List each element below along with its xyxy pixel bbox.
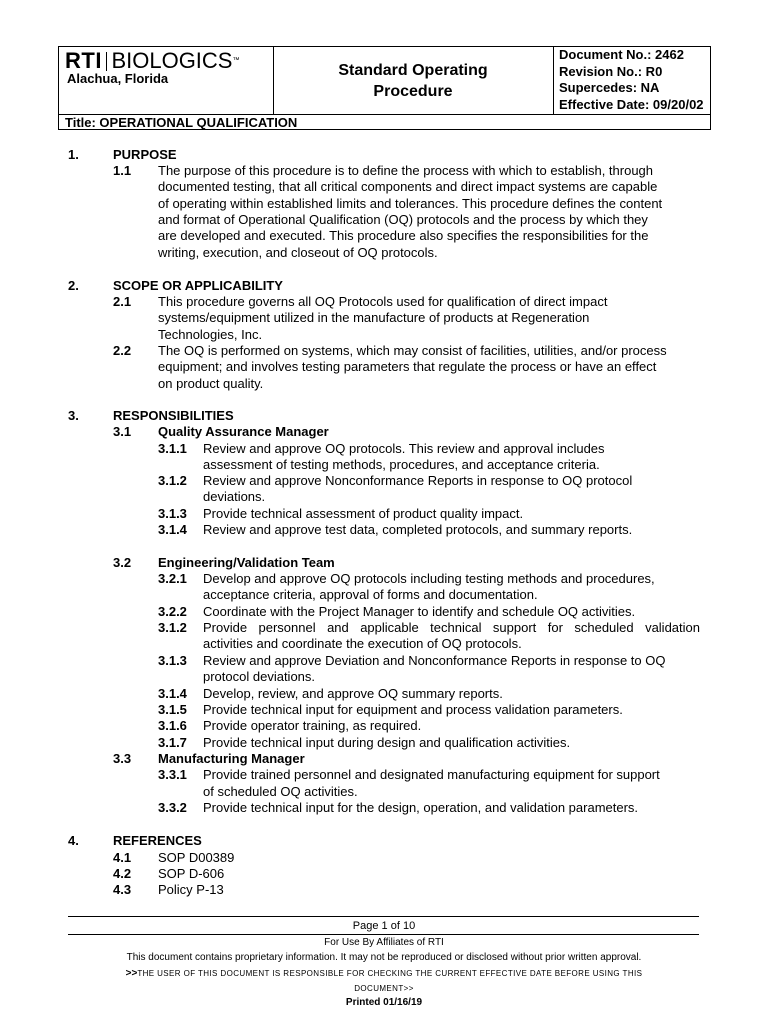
item-line: Review and approve Deviation and Nonconformance Reports in response to OQ	[203, 653, 666, 668]
item-line: Provide technical input for the design, operation, and validation parameters.	[203, 800, 639, 815]
subsection-number: 3.2	[113, 555, 132, 570]
item-line: protocol deviations.	[203, 669, 316, 684]
company-logo: RTI BIOLOGICS™	[65, 48, 240, 73]
footer-warning-line-1: >>THE USER OF THIS DOCUMENT IS RESPONSIBLE FOR CHECKING THE CURRENT EFFECTIVE DATE BEFORE USING THIS	[125, 968, 643, 979]
footer-rule-bottom	[68, 934, 699, 935]
item-number: 3.1.5	[158, 702, 187, 717]
item-line: assessment of testing methods, procedures, and acceptance criteria.	[203, 457, 600, 472]
document-number: Document No.: 2462	[559, 47, 684, 62]
item-line: Review and approve test data, completed protocols, and summary reports.	[203, 522, 633, 537]
document-title: Title: OPERATIONAL QUALIFICATION	[65, 115, 298, 130]
section-number: 4.	[68, 833, 79, 848]
item-number: 3.1.2	[158, 620, 187, 635]
item-number: 3.1.7	[158, 735, 187, 750]
item-line: of scheduled OQ activities.	[203, 784, 358, 799]
reference-number: 4.3	[113, 882, 132, 897]
paragraph-line: are developed and executed. This procedure also specifies the responsibilities for the	[158, 228, 649, 243]
company-location: Alachua, Florida	[67, 71, 169, 86]
paragraph-line: writing, execution, and closeout of OQ protocols.	[158, 245, 438, 260]
paragraph-line: systems/equipment utilized in the manufacture of products at Regeneration	[158, 310, 590, 325]
item-line: deviations.	[203, 489, 266, 504]
section-heading: PURPOSE	[113, 147, 177, 162]
subsection-number: 1.1	[113, 163, 132, 178]
paragraph-line: This procedure governs all OQ Protocols used for qualification of direct impact	[158, 294, 608, 309]
reference-number: 4.2	[113, 866, 132, 881]
supercedes: Supercedes: NA	[559, 80, 660, 95]
document-header	[58, 46, 711, 130]
subsection-number: 3.3	[113, 751, 132, 766]
item-line: Provide technical input during design and qualification activities.	[203, 735, 571, 750]
footer-affiliates: For Use By Affiliates of RTI	[324, 937, 444, 948]
item-line: Provide operator training, as required.	[203, 718, 422, 733]
subsection-title: Engineering/Validation Team	[158, 555, 335, 570]
paragraph-line: equipment; and involves testing parameters that regulate the process or have an effect	[158, 359, 657, 374]
reference-text: SOP D00389	[158, 850, 235, 865]
item-line: Develop, review, and approve OQ summary reports.	[203, 686, 503, 701]
item-number: 3.1.2	[158, 473, 187, 488]
item-line: activities and coordinate the execution of OQ protocols.	[203, 636, 522, 651]
subsection-number: 2.2	[113, 343, 132, 358]
subsection-number: 3.1	[113, 424, 132, 439]
item-number: 3.1.3	[158, 506, 187, 521]
header-logo-cell	[59, 47, 274, 114]
header-title-row	[59, 114, 710, 131]
doc-type-line-2: Procedure	[373, 82, 453, 100]
item-line: Develop and approve OQ protocols including testing methods and procedures,	[203, 571, 655, 586]
subsection-title: Quality Assurance Manager	[158, 424, 329, 439]
item-number: 3.3.1	[158, 767, 187, 782]
item-line: Coordinate with the Project Manager to identify and schedule OQ activities.	[203, 604, 636, 619]
item-number: 3.2.1	[158, 571, 187, 586]
item-line: Provide technical input for equipment and process validation parameters.	[203, 702, 623, 717]
paragraph-line: The OQ is performed on systems, which may consist of facilities, utilities, and/or process	[158, 343, 667, 358]
reference-number: 4.1	[113, 850, 132, 865]
item-line: Provide personnel and applicable technical support for scheduled validation	[203, 620, 700, 635]
section-heading: REFERENCES	[113, 833, 202, 848]
item-line: Review and approve Nonconformance Reports in response to OQ protocol	[203, 473, 633, 488]
item-number: 3.1.4	[158, 686, 187, 701]
reference-text: Policy P-13	[158, 882, 224, 897]
paragraph-line: documented testing, that all critical components and direct impact systems are capable	[158, 179, 658, 194]
reference-text: SOP D-606	[158, 866, 225, 881]
paragraph-line: on product quality.	[158, 376, 264, 391]
section-number: 3.	[68, 408, 79, 423]
section-heading: SCOPE OR APPLICABILITY	[113, 278, 283, 293]
footer-rule-top	[68, 916, 699, 917]
footer-printed-date: Printed 01/16/19	[345, 997, 423, 1008]
header-doc-type-cell	[273, 47, 554, 114]
section-heading: RESPONSIBILITIES	[113, 408, 234, 423]
item-number: 3.1.4	[158, 522, 187, 537]
item-number: 3.1.3	[158, 653, 187, 668]
subsection-number: 2.1	[113, 294, 132, 309]
item-number: 3.2.2	[158, 604, 187, 619]
item-line: Provide technical assessment of product quality impact.	[203, 506, 524, 521]
header-meta-cell	[553, 47, 710, 114]
page-number: Page 1 of 10	[352, 920, 416, 932]
footer-warning-line-2: DOCUMENT>>	[354, 984, 414, 993]
item-number: 3.1.6	[158, 718, 187, 733]
section-number: 2.	[68, 278, 79, 293]
paragraph-line: The purpose of this procedure is to define the process with which to establish, through	[158, 163, 654, 178]
doc-type-line-1: Standard Operating	[338, 61, 488, 79]
paragraph-line: of operating within established limits and tolerances. This procedure defines the content	[158, 196, 663, 211]
effective-date: Effective Date: 09/20/02	[559, 96, 704, 112]
paragraph-line: Technologies, Inc.	[158, 327, 263, 342]
revision-number: Revision No.: R0	[559, 63, 663, 79]
footer-proprietary: This document contains proprietary information. It may not be reproduced or disclosed without prior written approval.	[126, 952, 642, 963]
item-line: Review and approve OQ protocols. This review and approval includes	[203, 441, 605, 456]
item-line: acceptance criteria, approval of forms and documentation.	[203, 587, 538, 602]
paragraph-line: and format of Operational Qualification (OQ) protocols and the process by which they	[158, 212, 648, 227]
section-number: 1.	[68, 147, 79, 162]
item-line: Provide trained personnel and designated manufacturing equipment for support	[203, 767, 660, 782]
item-number: 3.1.1	[158, 441, 187, 456]
subsection-title: Manufacturing Manager	[158, 751, 305, 766]
item-number: 3.3.2	[158, 800, 187, 815]
